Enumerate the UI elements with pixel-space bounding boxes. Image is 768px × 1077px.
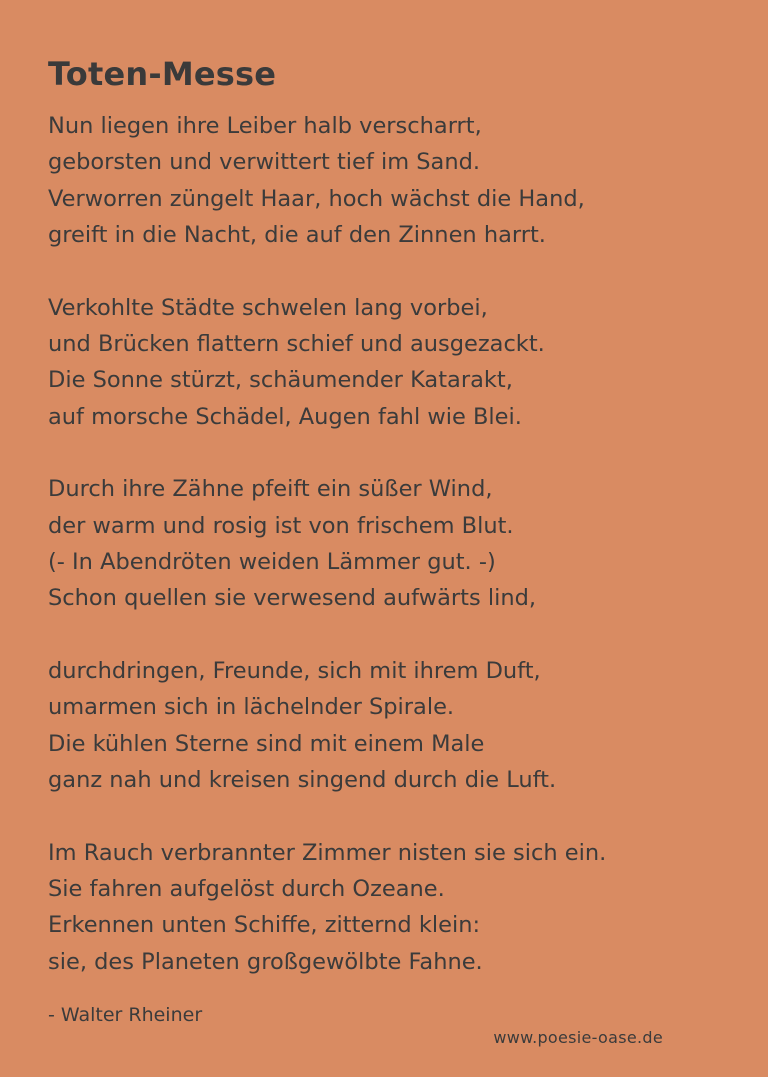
stanza-1 xyxy=(48,108,728,254)
stanza-4 xyxy=(48,653,728,799)
stanza-5 xyxy=(48,835,728,981)
stanza-2 xyxy=(48,290,728,436)
poem-line: Im Rauch verbrannter Zimmer nisten sie sich ein. xyxy=(48,839,607,866)
stanza-3 xyxy=(48,471,728,617)
poem-body xyxy=(48,108,728,1016)
poem-line: umarmen sich in lächelnder Spirale. xyxy=(48,694,455,721)
poem-line: Erkennen unten Schiffe, zitternd klein: xyxy=(48,912,481,939)
poem-line: greift in die Nacht, die auf den Zinnen harrt. xyxy=(48,222,546,249)
poem-line: geborsten und verwittert tief im Sand. xyxy=(48,149,481,176)
poem-line: auf morsche Schädel, Augen fahl wie Blei. xyxy=(48,403,522,430)
website-url: www.poesie-oase.de xyxy=(493,1028,663,1047)
poem-line: Durch ihre Zähne pfeift ein süßer Wind, xyxy=(48,476,493,503)
poem-author: - Walter Rheiner xyxy=(48,1004,203,1026)
poem-line: Die Sonne stürzt, schäumender Katarakt, xyxy=(48,367,513,394)
poem-line: (- In Abendröten weiden Lämmer gut. -) xyxy=(48,549,496,576)
poem-line: Die kühlen Sterne sind mit einem Male xyxy=(48,730,485,757)
poem-line: sie, des Planeten großgewölbte Fahne. xyxy=(48,948,483,975)
poem-line: und Brücken flattern schief und ausgezackt. xyxy=(48,331,545,358)
poem-line: Verworren züngelt Haar, hoch wächst die Hand, xyxy=(48,185,585,212)
poem-line: durchdringen, Freunde, sich mit ihrem Duft, xyxy=(48,657,541,684)
poem-title: Toten-Messe xyxy=(48,55,277,93)
poem-line: ganz nah und kreisen singend durch die Luft. xyxy=(48,767,557,794)
poem-line: Nun liegen ihre Leiber halb verscharrt, xyxy=(48,113,482,139)
poem-line: Sie fahren aufgelöst durch Ozeane. xyxy=(48,875,445,902)
poem-line: Verkohlte Städte schwelen lang vorbei, xyxy=(48,294,488,321)
poem-line: der warm und rosig ist von frischem Blut. xyxy=(48,512,514,539)
poem-line: Schon quellen sie verwesend aufwärts lind, xyxy=(48,585,537,612)
